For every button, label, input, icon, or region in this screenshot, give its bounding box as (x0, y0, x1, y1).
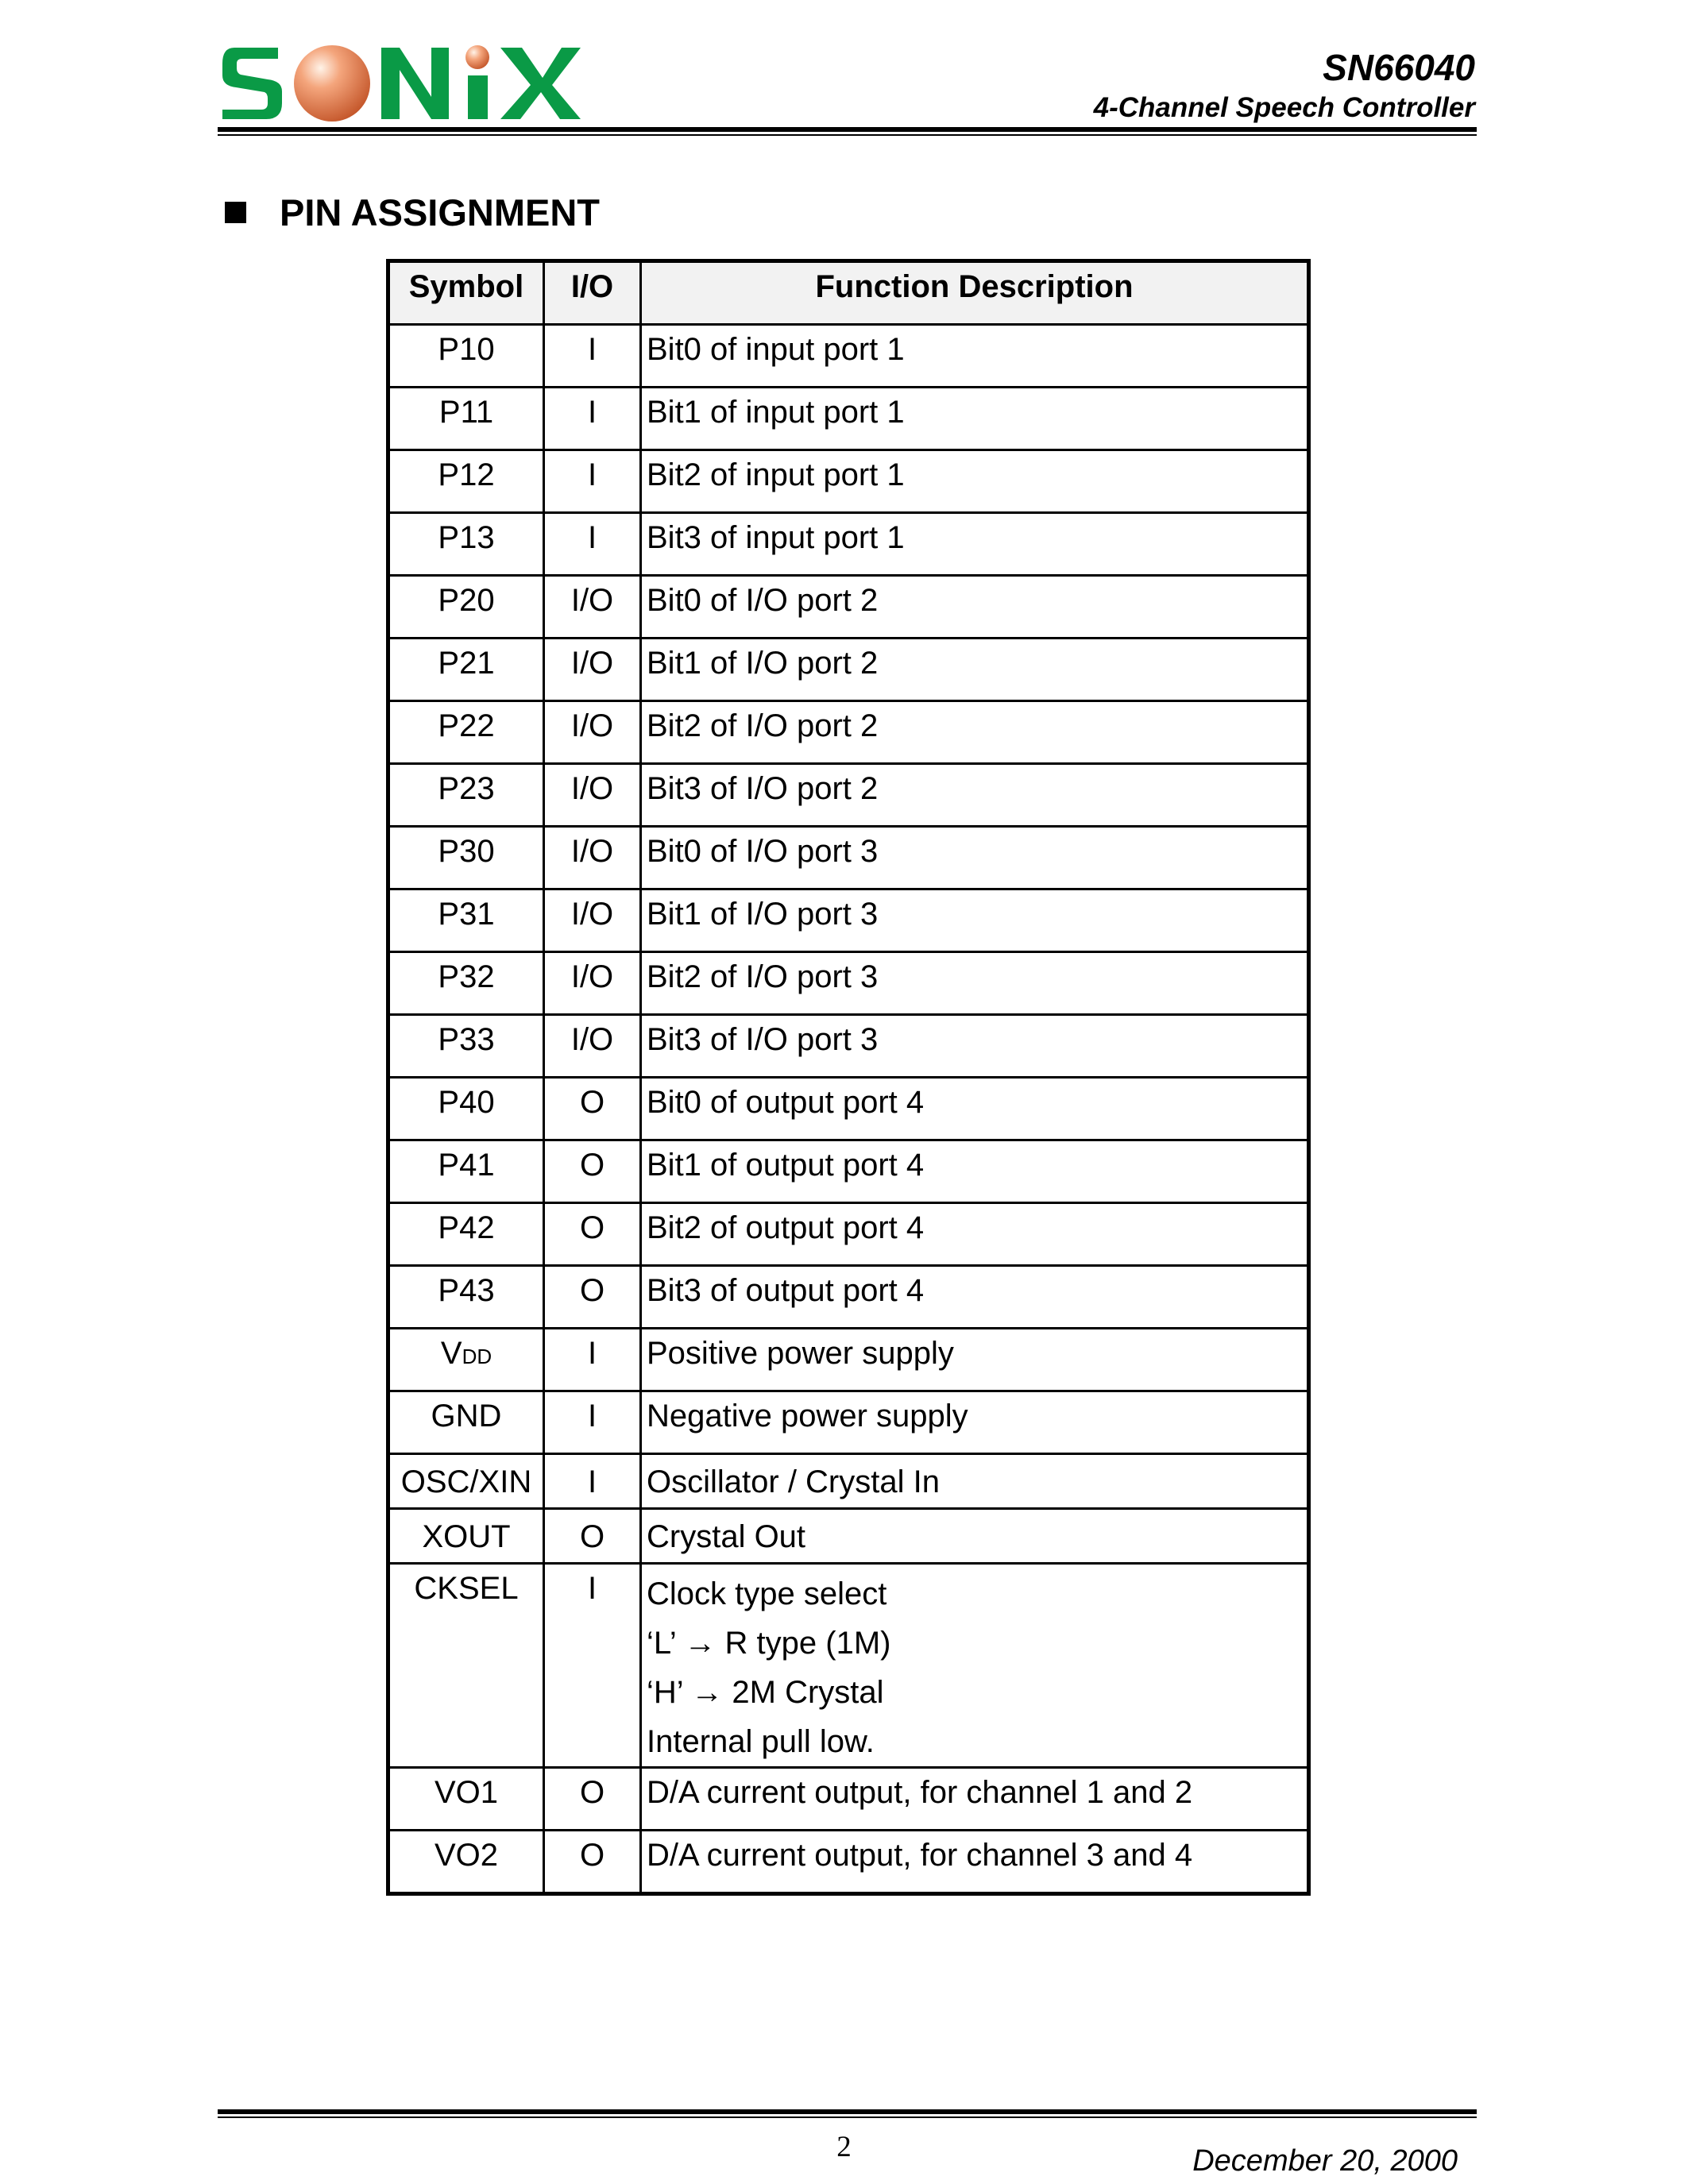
cell-symbol: P33 (388, 1015, 544, 1078)
cell-io: I/O (544, 576, 641, 639)
cell-symbol: CKSEL (388, 1564, 544, 1768)
table-row (388, 639, 1309, 701)
column-header-io: I/O (544, 261, 641, 325)
cell-description: Bit0 of input port 1 (641, 325, 1309, 388)
table-row (388, 952, 1309, 1015)
cell-io: I (544, 1329, 641, 1391)
cell-description: Bit1 of output port 4 (641, 1140, 1309, 1203)
cell-symbol: P10 (388, 325, 544, 388)
cell-io: O (544, 1509, 641, 1564)
description-line: Internal pull low. (647, 1724, 875, 1759)
cell-symbol: P21 (388, 639, 544, 701)
table-row (388, 1140, 1309, 1203)
table-row (388, 325, 1309, 388)
section-title: PIN ASSIGNMENT (280, 191, 601, 233)
cell-description: Bit0 of output port 4 (641, 1078, 1309, 1140)
table-row (388, 1266, 1309, 1329)
cell-description: Bit3 of I/O port 3 (641, 1015, 1309, 1078)
description-line: ‘H’ → 2M Crystal (647, 1675, 884, 1710)
cell-io: I/O (544, 764, 641, 827)
symbol-main: V (440, 1336, 462, 1371)
cell-io: I (544, 325, 641, 388)
sonix-logo (218, 40, 584, 127)
table-row (388, 1391, 1309, 1454)
table-row (388, 513, 1309, 576)
pin-assignment-table (386, 259, 1311, 1896)
cell-description: Crystal Out (641, 1509, 1309, 1564)
cell-io: I/O (544, 639, 641, 701)
cell-description: Bit0 of I/O port 3 (641, 827, 1309, 889)
cell-description: Bit0 of I/O port 2 (641, 576, 1309, 639)
cell-symbol: P20 (388, 576, 544, 639)
cell-description: D/A current output, for channel 3 and 4 (641, 1831, 1309, 1894)
symbol-subscript: DD (462, 1345, 492, 1368)
cell-symbol: P42 (388, 1203, 544, 1266)
cell-io: O (544, 1768, 641, 1831)
cell-description: Bit3 of input port 1 (641, 513, 1309, 576)
description-line: ‘L’ → R type (1M) (647, 1626, 891, 1661)
table-row (388, 388, 1309, 450)
cell-symbol: P12 (388, 450, 544, 513)
table-row (388, 1509, 1309, 1564)
cell-description: Bit1 of I/O port 3 (641, 889, 1309, 952)
cell-io: O (544, 1203, 641, 1266)
table-header-row (388, 261, 1309, 325)
cell-symbol: GND (388, 1391, 544, 1454)
square-bullet-icon (225, 202, 246, 223)
footer-rule-thin (218, 2116, 1477, 2118)
cell-description: Negative power supply (641, 1391, 1309, 1454)
cell-symbol: P43 (388, 1266, 544, 1329)
cell-symbol: P41 (388, 1140, 544, 1203)
section-heading (225, 191, 600, 234)
cell-symbol: P22 (388, 701, 544, 764)
column-header-symbol: Symbol (388, 261, 544, 325)
table-row (388, 450, 1309, 513)
footer-rule-thick (218, 2109, 1477, 2114)
cell-symbol: P40 (388, 1078, 544, 1140)
cell-io: I/O (544, 827, 641, 889)
cell-symbol: P11 (388, 388, 544, 450)
cell-description: Bit2 of I/O port 2 (641, 701, 1309, 764)
cell-symbol: XOUT (388, 1509, 544, 1564)
column-header-function: Function Description (641, 261, 1309, 325)
table-row (388, 576, 1309, 639)
cell-io: I (544, 1454, 641, 1509)
table-row (388, 1078, 1309, 1140)
cell-symbol: VO2 (388, 1831, 544, 1894)
header-rule-thin (218, 134, 1477, 136)
cell-description (641, 1564, 1309, 1768)
cell-description: Bit2 of I/O port 3 (641, 952, 1309, 1015)
footer-date: December 20, 2000 (1192, 2144, 1458, 2178)
description-line: Clock type select (647, 1576, 887, 1611)
cell-symbol: VO1 (388, 1768, 544, 1831)
table-row (388, 701, 1309, 764)
cell-io: O (544, 1140, 641, 1203)
cell-description: Bit1 of I/O port 2 (641, 639, 1309, 701)
cell-io: I (544, 1391, 641, 1454)
cell-io: I/O (544, 1015, 641, 1078)
cell-description: Bit3 of I/O port 2 (641, 764, 1309, 827)
table-row (388, 1768, 1309, 1831)
cell-io: I/O (544, 889, 641, 952)
cell-io: I/O (544, 701, 641, 764)
cell-symbol: P23 (388, 764, 544, 827)
cell-description: Bit2 of output port 4 (641, 1203, 1309, 1266)
cell-io: I (544, 513, 641, 576)
cell-io: I (544, 1564, 641, 1768)
cell-io: I (544, 388, 641, 450)
header-rule-thick (218, 127, 1477, 132)
cell-symbol: P13 (388, 513, 544, 576)
cell-symbol: P30 (388, 827, 544, 889)
page-number: 2 (836, 2131, 852, 2163)
cell-symbol (388, 1329, 544, 1391)
cell-io: I/O (544, 952, 641, 1015)
table-row (388, 764, 1309, 827)
cell-symbol: P32 (388, 952, 544, 1015)
cell-io: I (544, 450, 641, 513)
cell-symbol: OSC/XIN (388, 1454, 544, 1509)
cell-io: O (544, 1831, 641, 1894)
cell-symbol: P31 (388, 889, 544, 952)
table-row (388, 1454, 1309, 1509)
table-row (388, 827, 1309, 889)
cell-description: Bit3 of output port 4 (641, 1266, 1309, 1329)
cell-description: Oscillator / Crystal In (641, 1454, 1309, 1509)
model-number: SN66040 (1323, 47, 1475, 88)
cell-description: Positive power supply (641, 1329, 1309, 1391)
table-row (388, 1015, 1309, 1078)
cell-io: O (544, 1266, 641, 1329)
cell-io: O (544, 1078, 641, 1140)
table-row (388, 1564, 1309, 1768)
cell-description: D/A current output, for channel 1 and 2 (641, 1768, 1309, 1831)
table-row (388, 889, 1309, 952)
document-subtitle: 4-Channel Speech Controller (1093, 92, 1475, 123)
table-row (388, 1203, 1309, 1266)
cell-description: Bit1 of input port 1 (641, 388, 1309, 450)
table-row (388, 1329, 1309, 1391)
table-row (388, 1831, 1309, 1894)
cell-description: Bit2 of input port 1 (641, 450, 1309, 513)
